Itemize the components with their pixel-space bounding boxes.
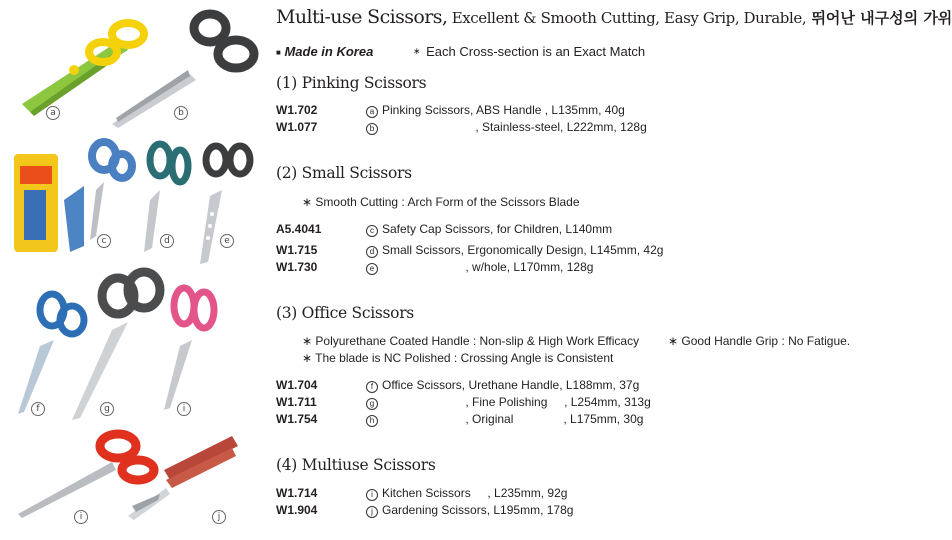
office-scissors-h-image (164, 288, 214, 410)
pinking-scissors-a-image (22, 23, 144, 116)
item-text: Pinking Scissors, ABS Handle , L135mm, 40g (382, 103, 625, 117)
item-text: , Stainless-steel, L222mm, 128g (382, 120, 647, 134)
image-label-i: i (74, 510, 88, 524)
office-scissors-g-image (72, 272, 160, 420)
item-desc (366, 103, 625, 118)
item-code: W1.754 (276, 412, 318, 426)
item-code: W1.730 (276, 260, 318, 274)
section-note: ∗ Smooth Cutting : Arch Form of the Scissors Blade (302, 195, 580, 209)
item-text: Safety Cap Scissors, for Children, L140mm (382, 222, 613, 236)
section-title-pinking: (1) Pinking Scissors (276, 74, 427, 92)
safety-scissors-c-image (14, 142, 132, 252)
item-desc (366, 486, 567, 501)
item-code: W1.904 (276, 503, 318, 517)
item-text: , Original , L175mm, 30g (382, 412, 644, 426)
product-images (0, 0, 268, 540)
item-desc (366, 395, 651, 410)
item-code: W1.711 (276, 395, 317, 409)
item-code: A5.4041 (276, 222, 322, 236)
made-in-label: Made in Korea (284, 44, 374, 59)
item-mark: b (366, 123, 378, 135)
item-text: , Fine Polishing , L254mm, 313g (382, 395, 651, 409)
item-mark: e (366, 263, 378, 275)
item-desc (366, 243, 663, 258)
image-label-d: d (160, 234, 174, 248)
section-note: ∗ Good Handle Grip : No Fatigue. (668, 334, 851, 348)
item-desc (366, 222, 612, 237)
section-note: ∗ The blade is NC Polished : Crossing Angle is Consistent (302, 351, 614, 365)
title-main: Multi-use Scissors, (276, 6, 448, 28)
item-desc (366, 120, 647, 135)
item-desc (366, 260, 593, 275)
item-code: W1.077 (276, 120, 318, 134)
image-label-b: b (174, 106, 188, 120)
scissors-illustrations (0, 0, 268, 540)
item-desc (366, 503, 573, 518)
item-desc (366, 378, 639, 393)
image-label-e: e (220, 234, 234, 248)
page-title (276, 6, 952, 28)
title-rest: Excellent & Smooth Cutting, Easy Grip, Durable, (447, 9, 807, 27)
section-title-office: (3) Office Scissors (276, 304, 414, 322)
item-mark: c (366, 225, 378, 237)
title-korean: 뛰어난 내구성의 가위 (806, 9, 952, 27)
item-mark: g (366, 398, 378, 410)
item-mark: j (366, 506, 378, 518)
item-code: W1.704 (276, 378, 318, 392)
section-title-multiuse: (4) Multiuse Scissors (276, 456, 436, 474)
asterisk-icon: ∗ (412, 46, 421, 56)
image-label-a: a (46, 106, 60, 120)
square-bullet-icon: ■ (276, 48, 281, 57)
item-code: W1.714 (276, 486, 318, 500)
item-mark: i (366, 489, 378, 501)
item-mark: a (366, 106, 378, 118)
image-label-g: g (100, 402, 114, 416)
item-code: W1.715 (276, 243, 318, 257)
image-label-j: j (212, 510, 226, 524)
item-text: Office Scissors, Urethane Handle, L188mm, 37g (382, 378, 640, 392)
item-desc (366, 412, 643, 427)
item-text: Gardening Scissors, L195mm, 178g (382, 503, 574, 517)
subtitle-note: Each Cross-section is an Exact Match (426, 44, 646, 59)
image-label-f: f (31, 402, 45, 416)
item-code: W1.702 (276, 103, 318, 117)
item-mark: f (366, 381, 378, 393)
image-label-h: i (177, 402, 191, 416)
section-note: ∗ Polyurethane Coated Handle : Non-slip & High Work Efficacy (302, 334, 640, 348)
subtitle (276, 44, 645, 59)
office-scissors-f-image (18, 294, 84, 414)
section-title-small: (2) Small Scissors (276, 164, 412, 182)
item-mark: d (366, 246, 378, 258)
item-text: Small Scissors, Ergonomically Design, L145mm, 42g (382, 243, 664, 257)
item-text: Kitchen Scissors , L235mm, 92g (382, 486, 568, 500)
item-text: , w/hole, L170mm, 128g (382, 260, 594, 274)
image-label-c: c (97, 234, 111, 248)
item-mark: h (366, 415, 378, 427)
